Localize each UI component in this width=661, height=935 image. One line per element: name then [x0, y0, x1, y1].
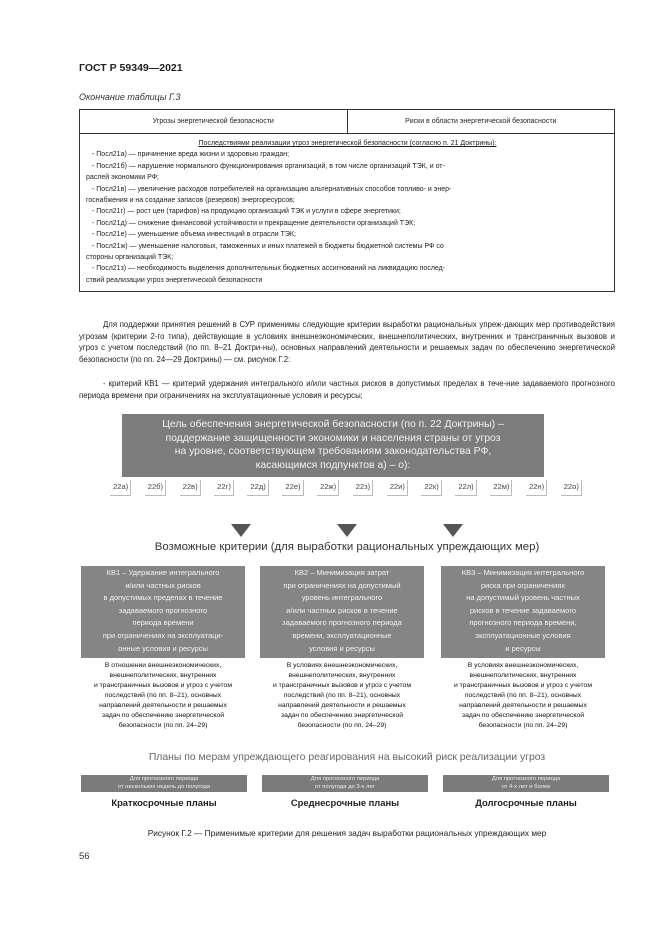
condition-line: направлений деятельности и решаемых: [99, 702, 227, 709]
criterion-line: условия и ресурсы: [309, 643, 375, 653]
consequences-cell: [80, 134, 615, 292]
condition-line: и трансграничных вызовов и угроз с учетом: [93, 682, 233, 689]
condition-line: безопасности (по пп. 24–29): [118, 722, 208, 729]
kv1-definition-paragraph: - критерий КВ1 — критерий удержания интегрального и/или частных рисков в допустимых пределах в тече-ние задаваемого прогнозного периода времени при ограничениях на эксплуатационные условия и ресурсы;: [79, 379, 615, 400]
consequence-item: ствий реализации угроз энергетической безопасности: [86, 276, 263, 284]
table-continuation-label: Окончание таблицы Г.3: [79, 92, 181, 102]
criterion-line: задаваемого прогнозного: [118, 605, 208, 615]
condition-line: внешнеполитических, внутренних: [288, 672, 396, 679]
criterion-line: на допустимый уровень частных: [466, 593, 580, 603]
criterion-line: КВ1 – Удержание интегрального: [106, 568, 220, 577]
table-header-threats: Угрозы энергетической безопасности: [80, 110, 348, 134]
period-line: от 4-х лет и более: [501, 783, 551, 790]
condition-line: внешнеполитических, внутренних: [469, 672, 577, 679]
kv1-box: [81, 566, 245, 658]
criterion-line: времени, эксплуатационные: [292, 630, 392, 640]
consequences-list: [86, 149, 609, 286]
condition-line: внешнеполитических, внутренних: [109, 672, 217, 679]
subpoint-chips: [110, 480, 582, 498]
plans-title: Планы по мерам упреждающего реагирования на высокий риск реализации угроз: [148, 752, 546, 763]
page-number: 56: [79, 851, 90, 862]
threats-risks-table: [79, 109, 615, 292]
subpoint-chip: 22д): [247, 480, 268, 496]
subpoint-chip: 22ж): [317, 480, 339, 496]
criterion-line: и ресурсы: [505, 643, 541, 653]
period-line: Для прогнозного периода: [491, 776, 561, 782]
criterion-line: периода времени: [132, 618, 194, 628]
condition-line: В условиях внешнеэкономических,: [467, 662, 579, 669]
long-term-plans-label: Долгосрочные планы: [475, 797, 577, 808]
consequence-item: - Посл21ж) — уменьшение налоговых, таможенных и иных платежей в бюджеты бюджетной системы РФ со: [92, 242, 444, 250]
criterion-line: уровень интегрального: [301, 593, 383, 603]
subpoint-chip: 22и): [387, 480, 408, 496]
goal-line: касающимся подпунктов а) – о):: [255, 459, 411, 471]
down-arrow-icon: [231, 524, 251, 537]
condition-line: В условиях внешнеэкономических,: [286, 662, 398, 669]
condition-line: задач по обеспечению энергетической: [101, 712, 225, 719]
condition-line: последствий (по пп. 8–21), основных: [464, 692, 582, 699]
goal-line: на уровне, соответствующем требованиям законодательства РФ,: [174, 446, 492, 457]
period-line: Для прогнозного периода: [129, 776, 199, 782]
criterion-line: в допустимых пределах в течение: [103, 593, 223, 603]
criterion-line: КВ2 – Минимизация затрат: [294, 568, 390, 577]
condition-line: направлений деятельности и решаемых: [459, 702, 587, 709]
condition-line: и трансграничных вызовов и угроз с учетом: [453, 682, 593, 689]
consequence-item: стороны организаций ТЭК;: [86, 254, 174, 262]
subpoint-chip: 22а): [110, 480, 131, 496]
subpoint-chip: 22б): [145, 480, 166, 496]
long-term-period-bar: [443, 775, 609, 792]
condition-line: и трансграничных вызовов и угроз с учетом: [272, 682, 412, 689]
criterion-line: и/или частных рисков в течение: [286, 605, 398, 615]
consequence-item: - Посл21а) — причинение вреда жизни и здоровью граждан;: [92, 151, 290, 159]
criterion-line: задаваемого прогнозного периода: [282, 618, 402, 628]
subpoint-chip: 22е): [282, 480, 303, 496]
criterion-line: при ограничениях на эксплуатаци-: [102, 630, 224, 640]
kv2-box: [260, 566, 424, 658]
consequence-item: - Посл21е) — уменьшение объема инвестиций в отрасли ТЭК;: [92, 231, 296, 239]
subpoint-chip: 22в): [180, 480, 201, 496]
subpoint-chip: 22з): [353, 480, 373, 496]
goal-line: Цель обеспечения энергетической безопасности (по п. 22 Доктрины) –: [162, 419, 504, 430]
mid-term-plans-label: Среднесрочные планы: [290, 797, 400, 808]
goal-box: [122, 414, 544, 477]
condition-line: задач по обеспечению энергетической: [461, 712, 585, 719]
short-term-period-bar: [81, 775, 247, 792]
table-header-risks: Риски в области энергетической безопасности: [347, 110, 615, 134]
standard-header: ГОСТ Р 59349—2021: [79, 62, 183, 74]
consequence-item: госнабжения и на создание запасов (резервов) энергоресурсов;: [86, 197, 295, 205]
condition-line: последствий (по пп. 8–21), основных: [104, 692, 222, 699]
kv3-box: [441, 566, 605, 658]
subpoint-chip: 22к): [421, 480, 441, 496]
criterion-line: эксплуатационные условия: [475, 630, 571, 640]
consequence-item: раслей экономики РФ;: [86, 174, 159, 182]
consequence-item: - Посл21г) — рост цен (тарифов) на продукцию организаций ТЭК и услуги в сфере энергетики;: [92, 208, 401, 216]
consequences-heading: Последствиями реализации угроз энергетической безопасности (согласно п. 21 Доктрины):: [198, 140, 497, 147]
condition-line: последствий (по пп. 8–21), основных: [283, 692, 401, 699]
condition-line: безопасности (по пп. 24–29): [478, 722, 568, 729]
criterion-line: при ограничениях на допустимый: [283, 580, 401, 590]
subpoint-chip: 22н): [526, 480, 547, 496]
condition-line: задач по обеспечению энергетической: [280, 712, 404, 719]
goal-line: поддержание защищенности экономики и населения страны от угроз: [165, 432, 501, 444]
kv3-conditions: [441, 661, 605, 731]
down-arrow-icon: [337, 524, 357, 537]
criterion-line: онные условия и ресурсы: [118, 643, 208, 653]
consequence-item: - Посл21б) — нарушение нормального функционирования организаций, в том числе организаций ТЭК, и от-: [92, 162, 445, 170]
kv2-conditions: [260, 661, 424, 731]
consequence-item: - Посл21в) — увеличение расходов потребителей на организацию альтернативных способов топливо- и энер-: [92, 185, 452, 193]
period-line: от полугода до 3-х лет: [314, 783, 376, 790]
criterion-line: и/или частных рисков: [125, 580, 201, 590]
criteria-intro-paragraph: Для поддержки принятия решений в СУР применимы следующие критерии выработки рациональных упреж-дающих мер противодействия угрозам (критерии 2-го типа), действующие в условиях внешнеэкономических, внешнеполитических, внутренних и трансграничных вызовов и угроз с учетом последствий (по пп. 8–21 Доктри-ны), основных направлений деятельности и решаемых задач по обеспечению энергетической безопасности (по пп. 24—29 Доктрины) — см. рисунок Г.2:: [79, 320, 615, 364]
short-term-plans-label: Краткосрочные планы: [111, 797, 217, 808]
criteria-title: Возможные критерии (для выработки рациональных упреждающих мер): [154, 541, 540, 553]
down-arrows: [79, 523, 615, 539]
period-line: Для прогнозного периода: [310, 776, 380, 782]
consequence-item: - Посл21з) — необходимость выделения дополнительных бюджетных ассигнований на ликвидацию послед-: [92, 265, 446, 273]
subpoint-chip: 22л): [455, 480, 476, 496]
criterion-line: КВ3 – Минимизация интегрального: [461, 568, 585, 577]
subpoint-chip: 22м): [490, 480, 512, 496]
subpoint-chip: 22о): [561, 480, 582, 496]
down-arrow-icon: [443, 524, 463, 537]
subpoint-chip: 22г): [214, 480, 234, 496]
criterion-line: прогнозного периода времени,: [469, 618, 577, 628]
period-line: от нескольких недель до полугода: [117, 783, 211, 790]
condition-line: В отношении внешнеэкономических,: [104, 662, 222, 669]
condition-line: направлений деятельности и решаемых: [278, 702, 406, 709]
condition-line: безопасности (по пп. 24–29): [297, 722, 387, 729]
mid-term-period-bar: [262, 775, 428, 792]
criterion-line: риска при ограничениях: [480, 580, 566, 590]
consequence-item: - Посл21д) — снижение финансовой устойчивости и прекращение деятельности организаций ТЭК;: [92, 219, 416, 227]
criterion-line: рисков в течение задаваемого: [469, 605, 577, 615]
kv1-conditions: [81, 661, 245, 731]
figure-caption: Рисунок Г.2 — Применимые критерии для решения задач выработки рациональных упреждающих мер: [147, 828, 547, 838]
